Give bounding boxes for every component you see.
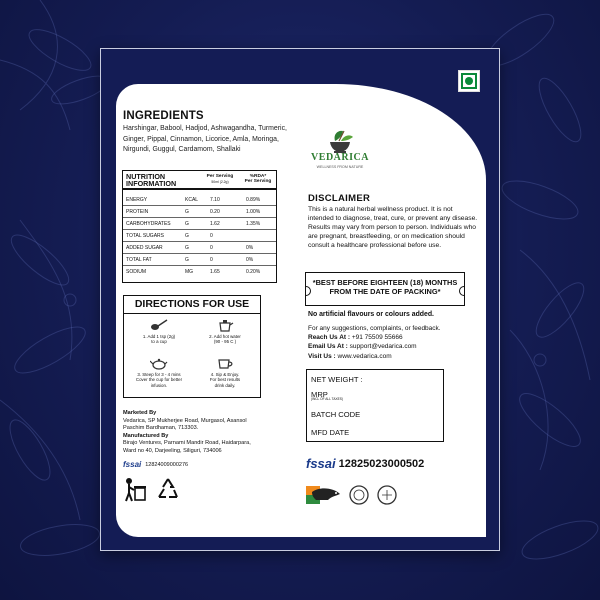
disclaimer-title: DISCLAIMER [308, 193, 371, 204]
nutrition-row: PROTEIN G 0.20 1.00% [123, 206, 276, 218]
fssai-logo: fssai [123, 460, 142, 469]
per-serving-header: Per Serving [206, 174, 234, 179]
direction-step-3: 3. Steep for 3 - 4 mins Cover the cup for better infusion. [126, 356, 192, 388]
direction-step-1: 1. Add 1 tsp (2g) to a cup [126, 318, 192, 345]
disposal-icons [123, 476, 181, 502]
ingredients-text: Harshingar, Babool, Hadjod, Ashwagandha, Turmeric, Ginger, Pippal, Cinnamon, Licorice, Amla, Moringa, Nirgundi, Guggul, Cardamom, Shallaki [123, 125, 287, 154]
recycle-icon [155, 476, 181, 502]
best-before-ticket: *BEST BEFORE EIGHTEEN (18) MONTHS FROM THE DATE OF PACKING* [305, 272, 465, 306]
ingredients-title: INGREDIENTS [123, 110, 204, 122]
no-artificial-note: No artificial flavours or colours added. [308, 311, 434, 318]
directions-title: DIRECTIONS FOR USE [124, 296, 260, 314]
kettle-icon [216, 318, 234, 332]
brand-tagline: WELLNESS FROM NATURE [316, 165, 364, 169]
nutrition-row: SODIUM MG 1.65 0.20% [126, 269, 261, 275]
nutrition-row: ADDED SUGAR G 0 0% [123, 242, 276, 254]
disclaimer-text: This is a natural herbal wellness product. It is not intended to diagnose, treat, cure, or prevent any disease. Results may vary from person to person. Individuals who are pregnant, breastfeeding, or on medication should consult a healthcare professional before use. [308, 206, 478, 250]
net-weight-label: NET WEIGHT : [311, 375, 363, 384]
fssai-number-large: 12825023000502 [338, 457, 425, 470]
brand-name: VEDARICA [311, 152, 369, 163]
tea-cup-icon [216, 356, 234, 370]
manufacturer-info: Marketed By Vedarica, SP Mukherjee Road, Murgasol, Asansol Paschim Bardhaman, 713303. Manufactured By Birajo Ventures, Parnami Mandir Road, Haidarpara, Ward no 40, Darjeeling, Siliguri, 734006 [123, 410, 251, 454]
nutrition-row: TOTAL SUGARS G 0 [123, 230, 276, 242]
fssai-logo-large: fssai [306, 456, 336, 471]
make-in-india-lion-icon [306, 484, 342, 506]
fssai-license-small [123, 460, 188, 469]
mrp-label: MRP [311, 390, 328, 399]
nutrition-row: CARBOHYDRATES G 1.62 1.35% [123, 218, 276, 230]
dustbin-icon [123, 476, 149, 502]
mfd-date-label: MFD DATE [311, 428, 350, 437]
mortar-leaf-icon [308, 128, 372, 154]
contact-info: For any suggestions, complaints, or feedback. Reach Us At : +91 75509 55666 Email Us At : support@vedarica.com Visit Us : www.vedarica.com [308, 325, 441, 360]
nutrition-header [123, 171, 276, 190]
direction-step-4: 4. Sip & Enjoy. For best results drink daily. [192, 356, 258, 388]
teapot-icon [150, 356, 168, 370]
batch-code-label: BATCH CODE [311, 410, 361, 419]
directions-box [123, 295, 261, 398]
mrp-sublabel: (INCL OF ALL TAXES) [311, 397, 343, 401]
certification-seal-icon [348, 484, 370, 506]
nutrition-row: ENERGY KCAL 7.10 0.89% [123, 194, 276, 206]
direction-step-2: 2. Add hot water (90 - 95 C ) [192, 318, 258, 345]
per-serving-subheader: 50ml (2.2g) [211, 180, 229, 184]
veg-mark-icon [458, 70, 480, 92]
certification-logos [306, 484, 398, 506]
nutrition-title: NUTRITION INFORMATION [126, 172, 177, 189]
teaspoon-icon [150, 318, 168, 332]
fssai-number-small: 12824009000276 [145, 461, 189, 468]
brand-logo [308, 128, 372, 176]
fssai-license-large [306, 456, 424, 471]
pack-info-box [306, 369, 444, 442]
nutrition-row: TOTAL FAT G 0 0% [123, 254, 276, 266]
rda-header: %RDA* Per Serving [244, 174, 272, 185]
nutrition-table [122, 170, 277, 283]
quality-seal-icon [376, 484, 398, 506]
